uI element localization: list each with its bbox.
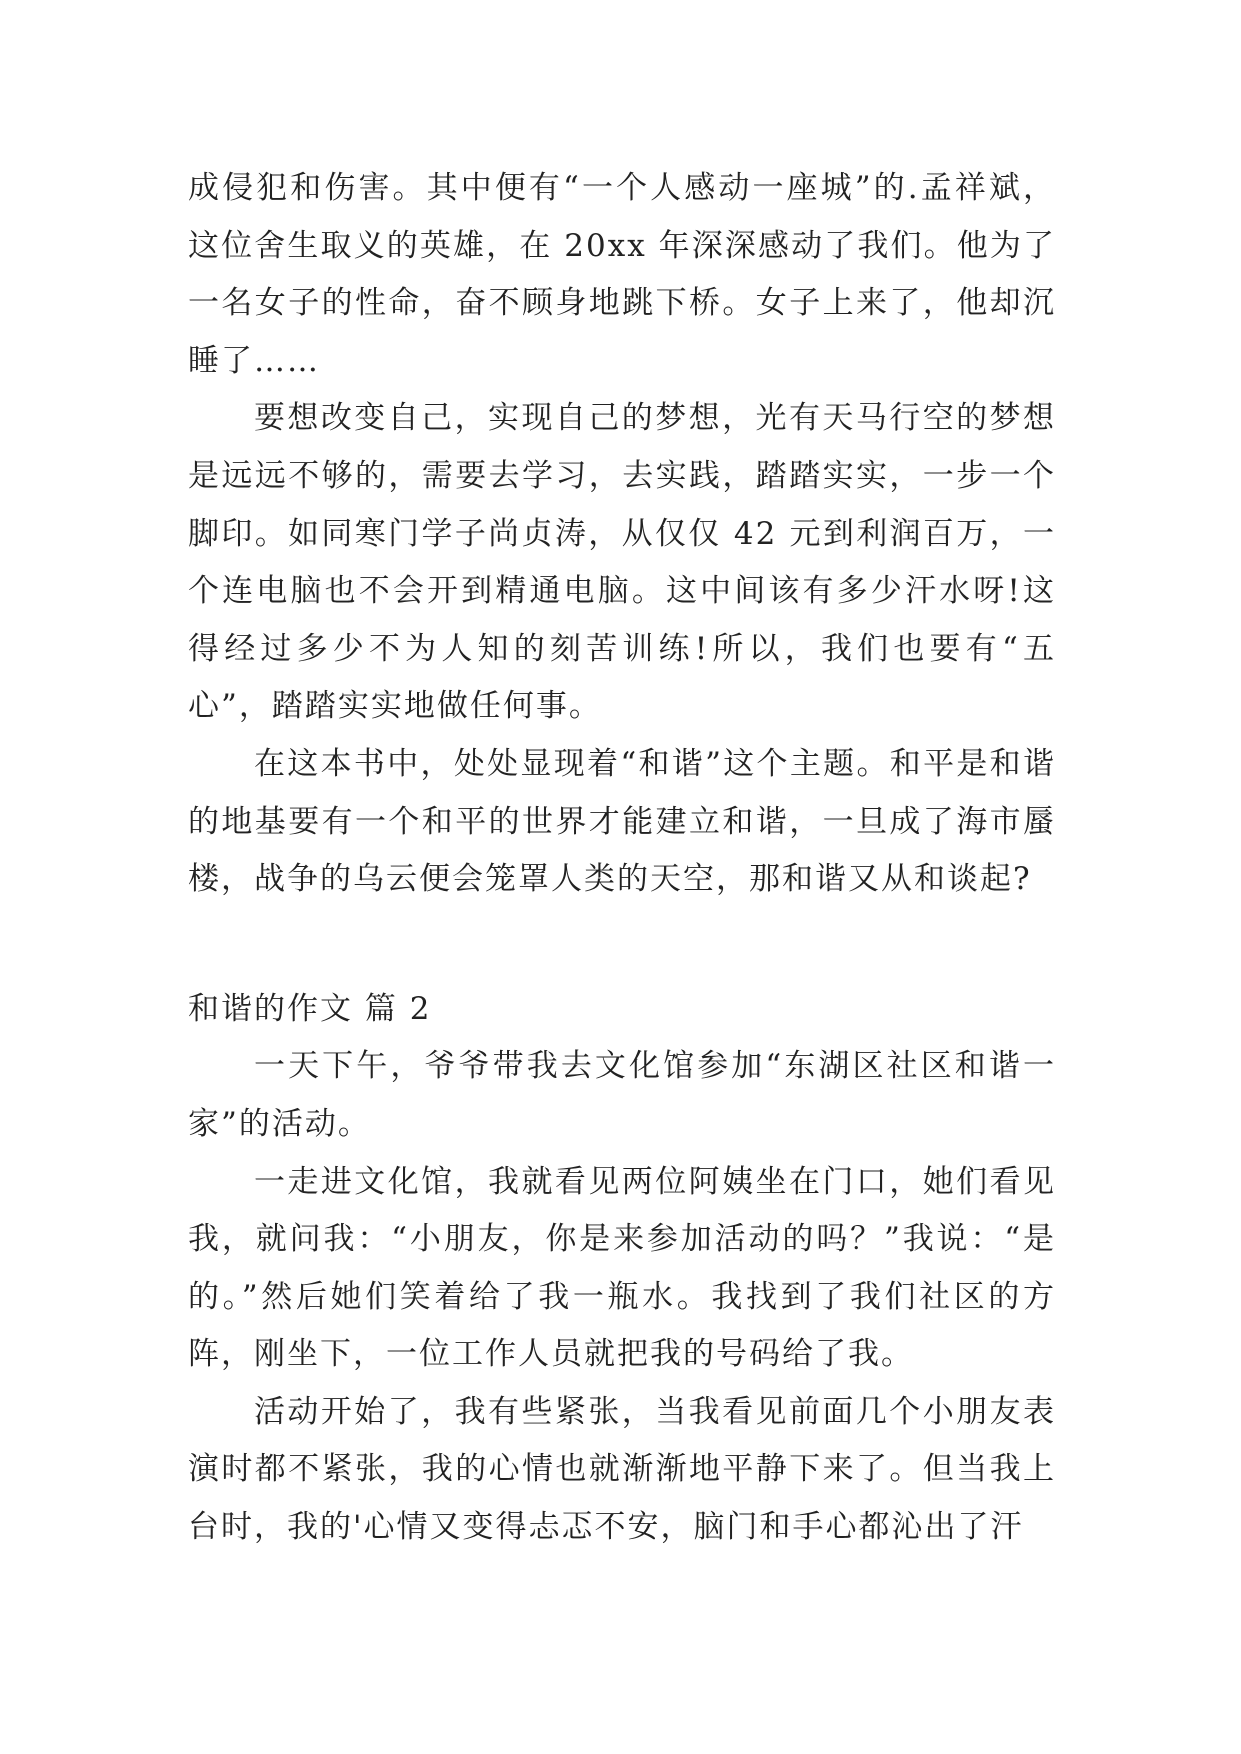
paragraph-afternoon: 一天下午，爷爷带我去文化馆参加“东湖区社区和谐一家”的活动。: [188, 1048, 1056, 1142]
document-body: [188, 160, 1056, 1557]
paragraph-continuation: 成侵犯和伤害。其中便有“一个人感动一座城”的.孟祥斌，这位舍生取义的英雄，在 20xx 年深深感动了我们。他为了一名女子的性命，奋不顾身地跳下桥。女子上来了，他却沉睡了……: [188, 170, 1056, 379]
paragraph-harmony-theme: 在这本书中，处处显现着“和谐”这个主题。和平是和谐的地基要有一个和平的世界才能建立和谐，一旦成了海市蜃楼，战争的乌云便会笼罩人类的天空，那和谐又从和谈起?: [188, 745, 1056, 898]
paragraph-change-self: 要想改变自己，实现自己的梦想，光有天马行空的梦想是远远不够的，需要去学习，去实践，踏踏实实，一步一个脚印。如同寒门学子尚贞涛，从仅仅 42 元到利润百万，一个连电脑也不会开到精通电脑。这中间该有多少汗水呀!这得经过多少不为人知的刻苦训练!所以，我们也要有“五心”，踏踏实实地做任何事。: [188, 400, 1056, 725]
paragraph-activity-start: 活动开始了，我有些紧张，当我看见前面几个小朋友表演时都不紧张，我的心情也就渐渐地平静下来了。但当我上台时，我的'心情又变得忐忑不安，脑门和手心都沁出了汗: [188, 1393, 1056, 1546]
section-title: 和谐的作文 篇 2: [188, 990, 432, 1027]
paragraph-culture-hall: 一走进文化馆，我就看见两位阿姨坐在门口，她们看见我，就问我：“小朋友，你是来参加活动的吗？”我说：“是的。”然后她们笑着给了我一瓶水。我找到了我们社区的方阵，刚坐下，一位工作人员就把我的号码给了我。: [188, 1163, 1056, 1373]
